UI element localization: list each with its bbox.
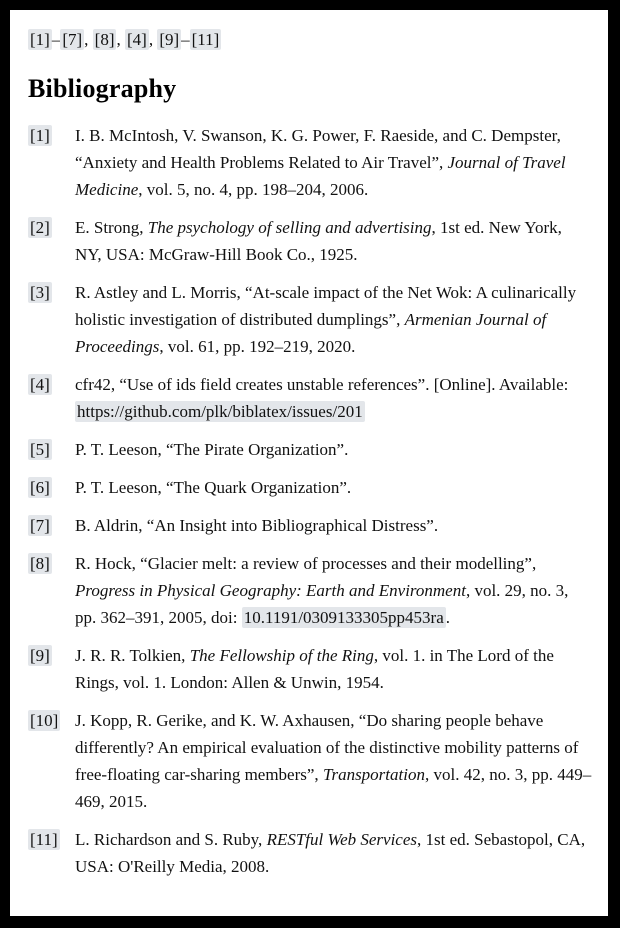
reference-number-link[interactable]: [10] bbox=[30, 711, 59, 730]
reference-hyperlink[interactable]: 10.1191/0309133305pp453ra bbox=[243, 608, 444, 627]
reference-text: P. T. Leeson, “The Pirate Organization”. bbox=[75, 440, 349, 459]
reference-label-column bbox=[28, 214, 75, 241]
reference-label-column bbox=[28, 122, 75, 149]
reference-title-italic: The Fellowship of the Ring bbox=[189, 646, 374, 665]
citation-ref-link[interactable]: [1] bbox=[30, 30, 50, 49]
reference-label-column bbox=[28, 474, 75, 501]
reference-entry bbox=[28, 826, 592, 880]
reference-title-italic: The psychology of selling and advertising bbox=[147, 218, 432, 237]
reference-entry bbox=[28, 279, 592, 360]
reference-number-link[interactable]: [8] bbox=[30, 554, 50, 573]
reference-text: E. Strong, The psychology of selling and advertising, 1st ed. New York, NY, USA: McGraw-Hill Book Co., 1925. bbox=[75, 218, 562, 264]
reference-text: J. R. R. Tolkien, The Fellowship of the Ring, vol. 1. in The Lord of the Rings, vol. 1. London: Allen & Unwin, 1954. bbox=[75, 646, 554, 692]
reference-text: I. B. McIntosh, V. Swanson, K. G. Power, F. Raeside, and C. Dempster, “Anxiety and Health Problems Related to Air Travel”, Journal of Travel Medicine, vol. 5, no. 4, pp. 198–204, 2006. bbox=[75, 126, 566, 199]
reference-label-column bbox=[28, 707, 75, 734]
reference-number-link[interactable]: [9] bbox=[30, 646, 50, 665]
reference-list bbox=[28, 122, 592, 880]
reference-entry bbox=[28, 550, 592, 631]
citation-line: [1] – [7] , [8] , [4] , [9] – [11] bbox=[30, 30, 220, 49]
reference-number-link[interactable]: [7] bbox=[30, 516, 50, 535]
citation-ref-link[interactable]: [11] bbox=[191, 30, 220, 49]
citation-ref-link[interactable]: [8] bbox=[94, 30, 115, 49]
reference-number-link[interactable]: [11] bbox=[30, 830, 58, 849]
reference-entry bbox=[28, 512, 592, 539]
citation-ref-link[interactable]: [7] bbox=[62, 30, 83, 49]
bibliography-page bbox=[10, 10, 608, 916]
reference-number-link[interactable]: [2] bbox=[30, 218, 50, 237]
reference-hyperlink[interactable]: https://github.com/plk/biblatex/issues/201 bbox=[77, 402, 363, 421]
reference-entry bbox=[28, 642, 592, 696]
reference-title-italic: Progress in Physical Geography: Earth and Environment bbox=[75, 581, 466, 600]
reference-text: R. Hock, “Glacier melt: a review of processes and their modelling”, Progress in Physical Geography: Earth and Environment, vol. 29, no. 3, pp. 362–391, 2005, doi: 10.1191/0309133305pp453ra . bbox=[75, 554, 569, 627]
reference-text: R. Astley and L. Morris, “At-scale impact of the Net Wok: A culinarically holistic investigation of distributed dumplings”, Armenian Journal of Proceedings, vol. 61, pp. 192–219, 2020. bbox=[75, 283, 577, 356]
reference-label-column bbox=[28, 371, 75, 398]
reference-label-column bbox=[28, 436, 75, 463]
reference-label-column bbox=[28, 550, 75, 577]
reference-label-column bbox=[28, 279, 75, 306]
reference-text: L. Richardson and S. Ruby, RESTful Web Services, 1st ed. Sebastopol, CA, USA: O'Reilly Media, 2008. bbox=[75, 830, 586, 876]
reference-text: P. T. Leeson, “The Quark Organization”. bbox=[75, 478, 352, 497]
reference-entry bbox=[28, 707, 592, 815]
reference-entry bbox=[28, 214, 592, 268]
reference-number-link[interactable]: [1] bbox=[30, 126, 50, 145]
reference-text: cfr42, “Use of ids field creates unstable references”. [Online]. Available: https://github.com/plk/biblatex/issues/201 bbox=[75, 375, 569, 421]
reference-title-italic: Transportation bbox=[322, 765, 425, 784]
reference-label-column bbox=[28, 512, 75, 539]
reference-number-link[interactable]: [3] bbox=[30, 283, 50, 302]
reference-entry bbox=[28, 122, 592, 203]
reference-entry bbox=[28, 371, 592, 425]
reference-text: J. Kopp, R. Gerike, and K. W. Axhausen, “Do sharing people behave differently? An empirical evaluation of the distinctive mobility patterns of free-floating car-sharing members”, Transportation, vol. 42, no. 3, pp. 449–469, 2015. bbox=[75, 711, 592, 811]
reference-title-italic: Armenian Journal of Proceedings bbox=[75, 310, 547, 356]
reference-number-link[interactable]: [5] bbox=[30, 440, 50, 459]
reference-label-column bbox=[28, 826, 75, 853]
reference-number-link[interactable]: [6] bbox=[30, 478, 50, 497]
reference-entry bbox=[28, 474, 592, 501]
reference-title-italic: Journal of Travel Medicine bbox=[75, 153, 566, 199]
reference-number-link[interactable]: [4] bbox=[30, 375, 50, 394]
page-title: Bibliography bbox=[28, 74, 177, 103]
reference-label-column bbox=[28, 642, 75, 669]
reference-text: B. Aldrin, “An Insight into Bibliographical Distress”. bbox=[75, 516, 439, 535]
citation-ref-link[interactable]: [9] bbox=[159, 30, 180, 49]
citation-ref-link[interactable]: [4] bbox=[126, 30, 147, 49]
reference-entry bbox=[28, 436, 592, 463]
reference-title-italic: RESTful Web Services bbox=[266, 830, 418, 849]
